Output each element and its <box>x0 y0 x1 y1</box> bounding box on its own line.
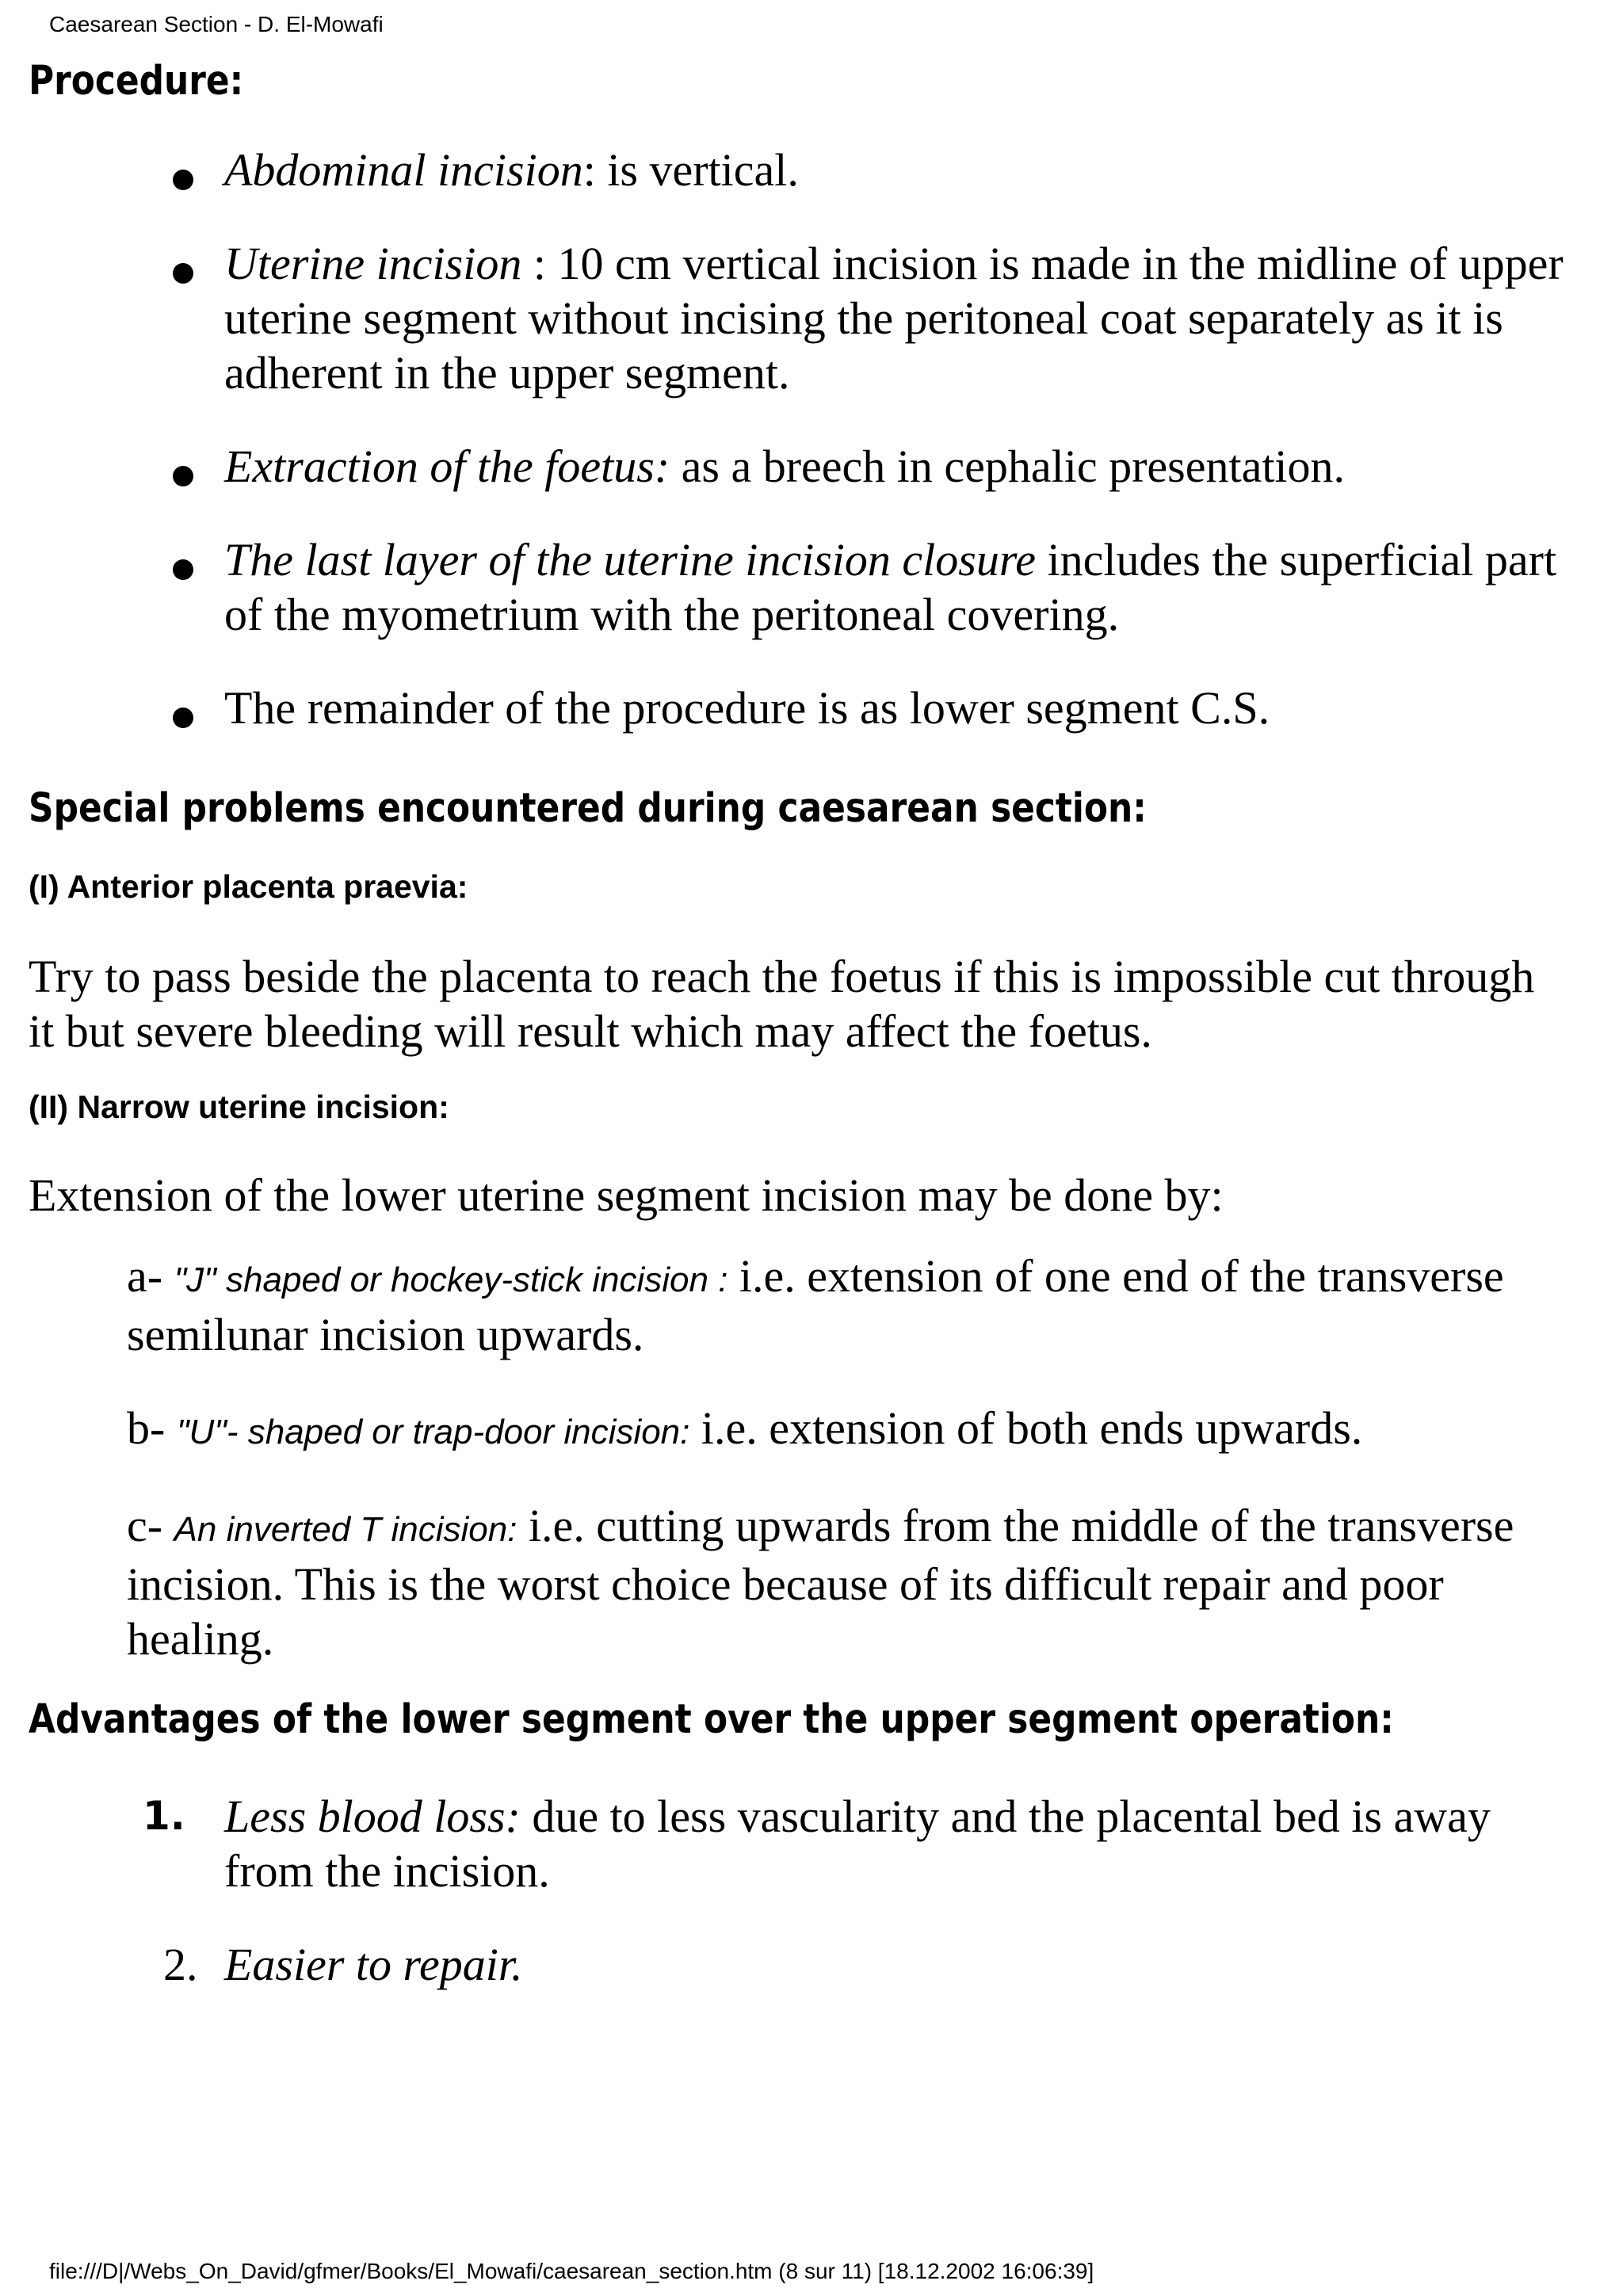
page-footer: file:///D|/Webs_On_David/gfmer/Books/El_Mowafi/caesarean_section.htm (8 sur 11) [18.12.2002 16:06:39] <box>49 2259 1094 2283</box>
special-problems-heading: Special problems encountered during caesarean section: <box>29 785 1147 832</box>
option-prefix: a- <box>127 1250 174 1302</box>
anterior-placenta-text: Try to pass beside the placenta to reach the foetus if this is impossible cut through it but severe bleeding will result which may affect the foetus. <box>29 951 1535 1057</box>
incision-options-list <box>127 1249 1569 1705</box>
procedure-item <box>0 532 1623 642</box>
bullet-icon <box>173 466 193 486</box>
procedure-text: : 10 cm vertical incision is made in the midline of upper uterine segment without incising the peritoneal coat separately as it is adherent in the upper segment. <box>224 238 1564 399</box>
option-text: i.e. cutting upwards from the middle of the transverse incision. This is the worst choice because of its difficult repair and poor healing. <box>127 1500 1514 1665</box>
advantage-item <box>0 1937 1623 1992</box>
procedure-item <box>0 681 1623 735</box>
bullet-icon <box>173 559 193 580</box>
advantages-list <box>0 1789 1623 2031</box>
procedure-term: Abdominal incision <box>224 144 583 196</box>
procedure-term: The last layer of the uterine incision closure <box>224 534 1036 585</box>
option-text: i.e. extension of both ends upwards. <box>689 1402 1363 1454</box>
incision-option <box>127 1401 1569 1459</box>
option-prefix: c- <box>127 1500 174 1551</box>
bullet-icon <box>173 707 193 728</box>
bullet-icon <box>173 263 193 284</box>
option-text: i.e. extension of one end of the transverse semilunar incision upwards. <box>127 1250 1504 1360</box>
page-header: Caesarean Section - D. El-Mowafi <box>49 12 384 36</box>
advantage-number: 1. <box>143 1793 185 1839</box>
incision-option <box>127 1249 1569 1362</box>
procedure-text: includes the superficial part of the myometrium with the peritoneal covering. <box>224 534 1557 640</box>
advantage-number: 2. <box>163 1939 198 1990</box>
procedure-list <box>0 143 1623 774</box>
procedure-item <box>0 236 1623 400</box>
advantage-term: Easier to repair. <box>224 1939 523 1990</box>
narrow-incision-intro: Extension of the lower uterine segment incision may be done by: <box>29 1169 1224 1221</box>
advantage-item <box>0 1789 1623 1898</box>
option-title: "J" shaped or hockey-stick incision : <box>174 1261 728 1299</box>
advantages-heading: Advantages of the lower segment over the upper segment operation: <box>29 1696 1394 1743</box>
option-title: An inverted T incision: <box>174 1510 517 1549</box>
advantage-term: Less blood loss: <box>224 1791 521 1842</box>
anterior-placenta-heading: (I) Anterior placenta praevia: <box>29 868 468 905</box>
procedure-text: : is vertical. <box>582 144 799 196</box>
procedure-text: The remainder of the procedure is as lower segment C.S. <box>224 682 1270 734</box>
procedure-heading: Procedure: <box>29 58 244 105</box>
procedure-item <box>0 439 1623 494</box>
bullet-icon <box>173 170 193 190</box>
option-prefix: b- <box>127 1402 177 1454</box>
procedure-term: Extraction of the foetus: <box>224 441 670 492</box>
incision-option <box>127 1498 1569 1666</box>
narrow-incision-heading: (II) Narrow uterine incision: <box>29 1089 449 1125</box>
procedure-text: as a breech in cephalic presentation. <box>670 441 1346 492</box>
procedure-term: Uterine incision <box>224 238 522 289</box>
option-title: "U"- shaped or trap-door incision: <box>176 1413 690 1451</box>
advantage-text: due to less vascularity and the placental bed is away from the incision. <box>224 1791 1491 1897</box>
procedure-item <box>0 143 1623 197</box>
